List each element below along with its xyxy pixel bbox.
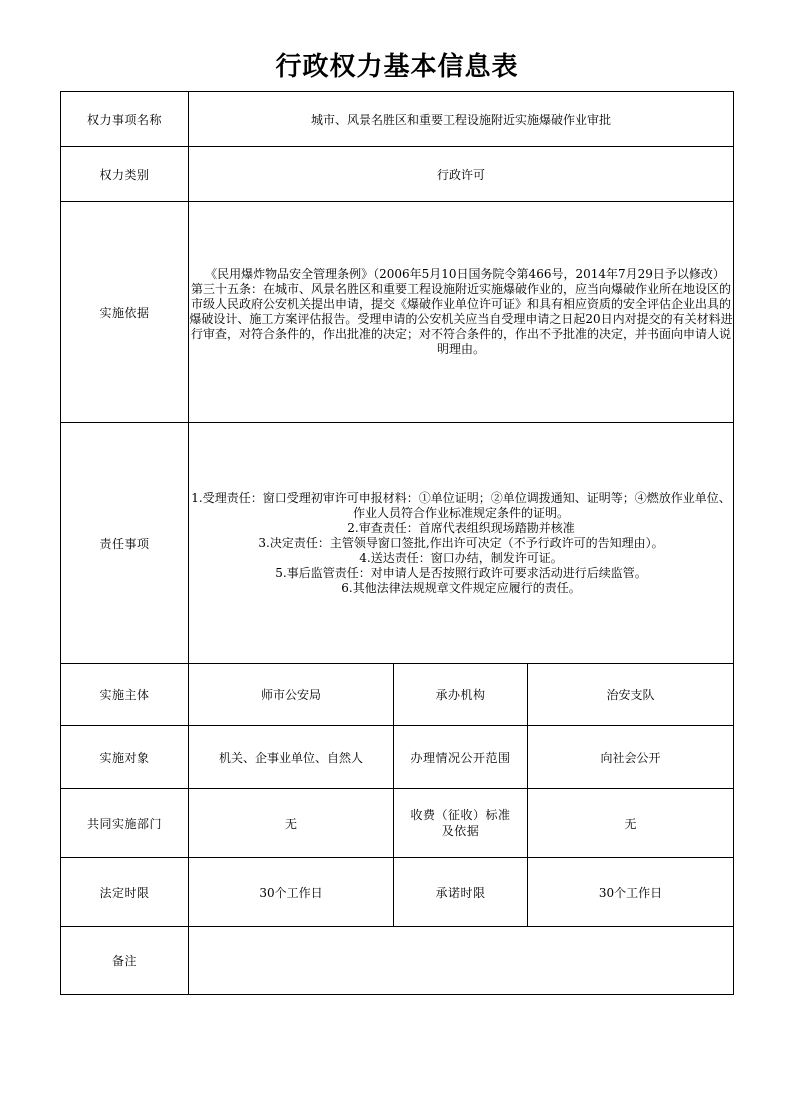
promised-deadline-label: 承诺时限 <box>394 858 528 927</box>
legal-deadline-label: 法定时限 <box>61 858 189 927</box>
remarks-label: 备注 <box>61 927 189 995</box>
row-subject <box>61 664 734 726</box>
power-name-label: 权力事项名称 <box>61 92 189 147</box>
row-joint <box>61 789 734 858</box>
basis-paragraph: 第三十五条：在城市、风景名胜区和重要工程设施附近实施爆破作业的，应当向爆破作业所在地设区的市级人民政府公安机关提出申请，提交《爆破作业单位许可证》和具有相应资质的安全评估企业出具的爆破设计、施工方案评估报告。受理申请的公安机关应当自受理申请之日起20日内对提交的有关材料进行审查，对符合条件的，作出批准的决定；对不符合条件的，作出不予批准的决定，并书面向申请人说明理由。 <box>189 282 733 356</box>
responsibility-item: 1.受理责任：窗口受理初审许可申报材料：①单位证明；②单位调拨通知、证明等；④燃放作业单位、作业人员符合作业标准规定条件的证明。 <box>191 490 731 520</box>
target-value: 机关、企事业单位、自然人 <box>189 726 394 789</box>
responsibility-item: 6.其他法律法规规章文件规定应履行的责任。 <box>341 580 581 595</box>
row-deadline <box>61 858 734 927</box>
subject-label: 实施主体 <box>61 664 189 726</box>
row-target <box>61 726 734 789</box>
row-basis <box>61 202 734 423</box>
info-table <box>60 91 734 995</box>
handling-agency-label: 承办机构 <box>394 664 528 726</box>
handling-agency-value: 治安支队 <box>528 664 734 726</box>
subject-value: 师市公安局 <box>189 664 394 726</box>
responsibility-item: 2.审查责任：首席代表组织现场踏勘并核准 <box>347 520 575 535</box>
joint-dept-value: 无 <box>189 789 394 858</box>
remarks-value <box>189 927 734 995</box>
joint-dept-label: 共同实施部门 <box>61 789 189 858</box>
power-type-label: 权力类别 <box>61 147 189 202</box>
responsibility-label: 责任事项 <box>61 423 189 664</box>
row-remarks <box>61 927 734 995</box>
row-responsibility <box>61 423 734 664</box>
basis-content <box>189 202 734 423</box>
responsibility-item: 3.决定责任：主管领导窗口签批,作出许可决定（不予行政许可的告知理由）。 <box>258 535 664 550</box>
row-power-name <box>61 92 734 147</box>
promised-deadline-value: 30个工作日 <box>528 858 734 927</box>
power-type-value: 行政许可 <box>189 147 734 202</box>
row-power-type <box>61 147 734 202</box>
disclosure-scope-value: 向社会公开 <box>528 726 734 789</box>
basis-label: 实施依据 <box>61 202 189 423</box>
responsibility-content <box>189 423 734 664</box>
legal-deadline-value: 30个工作日 <box>189 858 394 927</box>
fee-standard-value: 无 <box>528 789 734 858</box>
power-name-value: 城市、风景名胜区和重要工程设施附近实施爆破作业审批 <box>189 92 734 147</box>
fee-standard-label: 收费（征收）标准及依据 <box>394 789 528 858</box>
page-title: 行政权力基本信息表 <box>275 52 519 82</box>
disclosure-scope-label: 办理情况公开范围 <box>394 726 528 789</box>
responsibility-item: 4.送达责任：窗口办结，制发许可证。 <box>359 550 563 565</box>
target-label: 实施对象 <box>61 726 189 789</box>
basis-paragraph: 《民用爆炸物品安全管理条例》（2006年5月10日国务院令第466号，2014年7月29日予以修改） <box>205 267 725 281</box>
responsibility-item: 5.事后监管责任：对申请人是否按照行政许可要求活动进行后续监管。 <box>275 565 647 580</box>
